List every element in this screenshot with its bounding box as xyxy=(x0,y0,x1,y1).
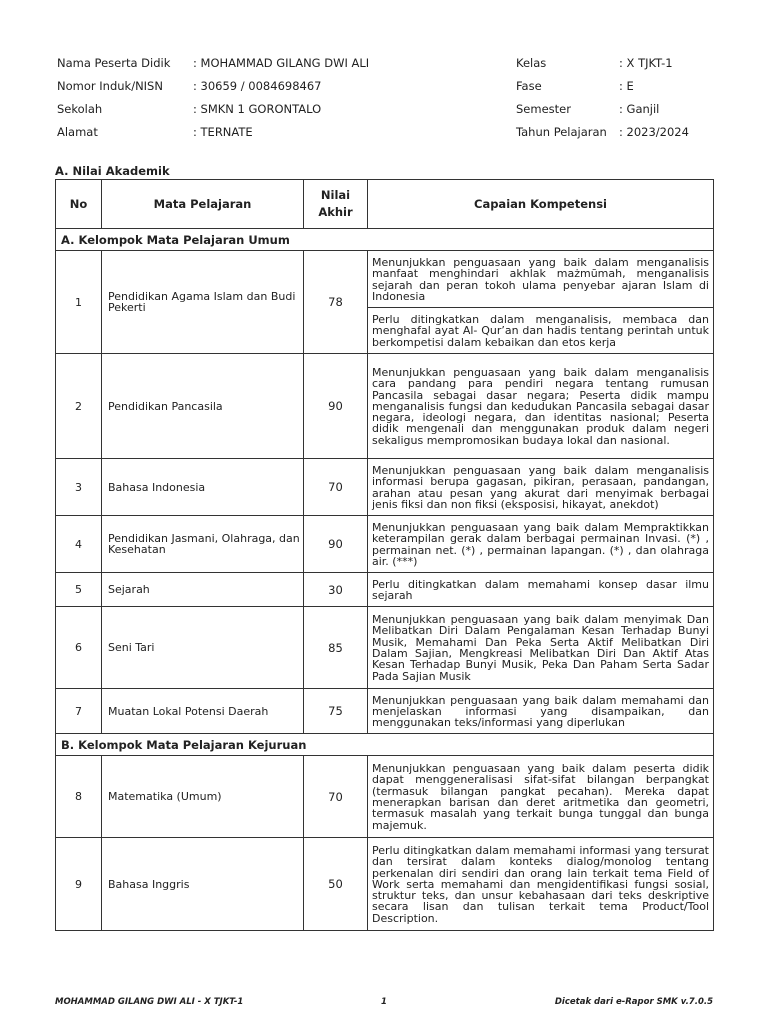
table-row xyxy=(56,838,714,931)
info-value-year: : 2023/2024 xyxy=(619,125,689,139)
row-competency: Perlu ditingkatkan dalam memahami konsep dasar ilmu sejarah xyxy=(368,573,714,607)
table-header-row xyxy=(56,180,714,229)
row-subject: Bahasa Indonesia xyxy=(102,459,304,516)
row-no: 9 xyxy=(56,838,102,931)
info-label-year: Tahun Pelajaran xyxy=(516,125,607,139)
row-no: 1 xyxy=(56,251,102,354)
header-no: No xyxy=(56,180,102,229)
info-label-class: Kelas xyxy=(516,56,547,70)
info-label-semester: Semester xyxy=(516,102,571,116)
info-value-address: : TERNATE xyxy=(193,125,253,139)
row-no: 6 xyxy=(56,607,102,689)
grades-table xyxy=(55,179,714,931)
table-row xyxy=(56,459,714,516)
table-row xyxy=(56,354,714,459)
info-label-school: Sekolah xyxy=(57,102,103,116)
row-score: 70 xyxy=(304,756,368,838)
info-label-nisn: Nomor Induk/NISN xyxy=(57,79,163,93)
table-row xyxy=(56,573,714,607)
info-label-name: Nama Peserta Didik xyxy=(57,56,171,70)
row-competency: Menunjukkan penguasaan yang baik dalam menyimak Dan Melibatkan Diri Dalam Pengalaman Kesan Terhadap Bunyi Musik, Memahami Dan Peka Serta Aktif Melibatkan Diri Dalam Sajian, Mengkreasi Melibatkan Diri Dan Aktif Atas Kesan Terhadap Bunyi Musik, Peka Dan Paham Serta Sadar Pada Sajian Musik xyxy=(368,607,714,689)
group-row-kejuruan xyxy=(56,734,714,756)
row-subject: Bahasa Inggris xyxy=(102,838,304,931)
row-subject: Sejarah xyxy=(102,573,304,607)
row-no: 7 xyxy=(56,689,102,734)
row-score: 75 xyxy=(304,689,368,734)
table-row xyxy=(56,607,714,689)
info-value-nisn: : 30659 / 0084698467 xyxy=(193,79,322,93)
row-subject: Pendidikan Jasmani, Olahraga, dan Kesehatan xyxy=(102,516,304,573)
row-competency: Perlu ditingkatkan dalam menganalisis, membaca dan menghafal ayat Al- Qur’an dan hadis tentang perintah untuk berkompetisi dalam kebaikan dan etos kerja xyxy=(368,308,714,354)
info-value-phase: : E xyxy=(619,79,634,93)
row-no: 2 xyxy=(56,354,102,459)
row-subject: Pendidikan Agama Islam dan Budi Pekerti xyxy=(102,251,304,354)
info-value-semester: : Ganjil xyxy=(619,102,660,116)
row-competency: Menunjukkan penguasaan yang baik dalam Mempraktikkan keterampilan gerak dalam berbagai permainan Invasi. (*) , permainan net. (*) , permainan lapangan. (*) , dan olahraga air. (***) xyxy=(368,516,714,573)
footer-student: MOHAMMAD GILANG DWI ALI - X TJKT-1 xyxy=(55,997,244,1007)
header-subject: Mata Pelajaran xyxy=(102,180,304,229)
row-subject: Seni Tari xyxy=(102,607,304,689)
info-value-class: : X TJKT-1 xyxy=(619,56,673,70)
table-row xyxy=(56,516,714,573)
section-title: A. Nilai Akademik xyxy=(55,164,170,178)
header-score: Nilai Akhir xyxy=(304,180,368,229)
group-title: B. Kelompok Mata Pelajaran Kejuruan xyxy=(56,734,714,756)
group-title: A. Kelompok Mata Pelajaran Umum xyxy=(56,229,714,251)
row-score: 70 xyxy=(304,459,368,516)
header-competency: Capaian Kompetensi xyxy=(368,180,714,229)
table-row xyxy=(56,251,714,308)
table-row xyxy=(56,689,714,734)
row-competency: Menunjukkan penguasaan yang baik dalam peserta didik dapat menggeneralisasi sifat-sifat bilangan berpangkat (termasuk bilangan pangkat pecahan). Mereka dapat menerapkan barisan dan deret aritmetika dan geometri, termasuk masalah yang terkait bunga tunggal dan bunga majemuk. xyxy=(368,756,714,838)
info-value-name: : MOHAMMAD GILANG DWI ALI xyxy=(193,56,370,70)
footer-printed-by: Dicetak dari e-Rapor SMK v.7.0.5 xyxy=(554,997,713,1007)
row-competency: Menunjukkan penguasaan yang baik dalam memahami dan menjelaskan informasi yang disampaikan, dan menggunakan teks/informasi yang diperlukan xyxy=(368,689,714,734)
info-label-phase: Fase xyxy=(516,79,542,93)
info-label-address: Alamat xyxy=(57,125,98,139)
group-row-umum xyxy=(56,229,714,251)
info-value-school: : SMKN 1 GORONTALO xyxy=(193,102,322,116)
footer-page-number: 1 xyxy=(381,997,387,1007)
row-score: 85 xyxy=(304,607,368,689)
row-competency: Menunjukkan penguasaan yang baik dalam menganalisis cara pandang para pendiri negara tentang rumusan Pancasila sebagai dasar negara; Peserta didik mampu menganalisis fungsi dan kedudukan Pancasila sebagai dasar negara, ideologi negara, dan identitas nasional; Peserta didik mengenali dan menggunakan produk dalam negeri sekaligus mempromosikan budaya lokal dan nasional. xyxy=(368,354,714,459)
row-competency: Menunjukkan penguasaan yang baik dalam menganalisis manfaat menghindari akhlak mażmūmah, menganalisis sejarah dan peran tokoh ulama penyebar ajaran Islam di Indonesia xyxy=(368,251,714,308)
row-no: 3 xyxy=(56,459,102,516)
row-subject: Matematika (Umum) xyxy=(102,756,304,838)
row-score: 78 xyxy=(304,251,368,354)
row-no: 8 xyxy=(56,756,102,838)
row-competency: Menunjukkan penguasaan yang baik dalam menganalisis informasi berupa gagasan, pikiran, perasaan, pandangan, arahan atau pesan yang akurat dari menyimak berbagai jenis fiksi dan non fiksi (eksposisi, hikayat, anekdot) xyxy=(368,459,714,516)
row-score: 90 xyxy=(304,516,368,573)
table-row xyxy=(56,756,714,838)
row-no: 4 xyxy=(56,516,102,573)
row-subject: Pendidikan Pancasila xyxy=(102,354,304,459)
row-score: 30 xyxy=(304,573,368,607)
row-no: 5 xyxy=(56,573,102,607)
row-score: 50 xyxy=(304,838,368,931)
row-competency: Perlu ditingkatkan dalam memahami informasi yang tersurat dan tersirat dalam konteks dialog/monolog tentang perkenalan diri sendiri dan orang lain terkait tema Field of Work serta memahami dan mengidentifikasi fungsi sosial, struktur teks, dan unsur kebahasaan dari teks deskriptive secara lisan dan tulisan terkait tema Product/Tool Description. xyxy=(368,838,714,931)
row-subject: Muatan Lokal Potensi Daerah xyxy=(102,689,304,734)
row-score: 90 xyxy=(304,354,368,459)
